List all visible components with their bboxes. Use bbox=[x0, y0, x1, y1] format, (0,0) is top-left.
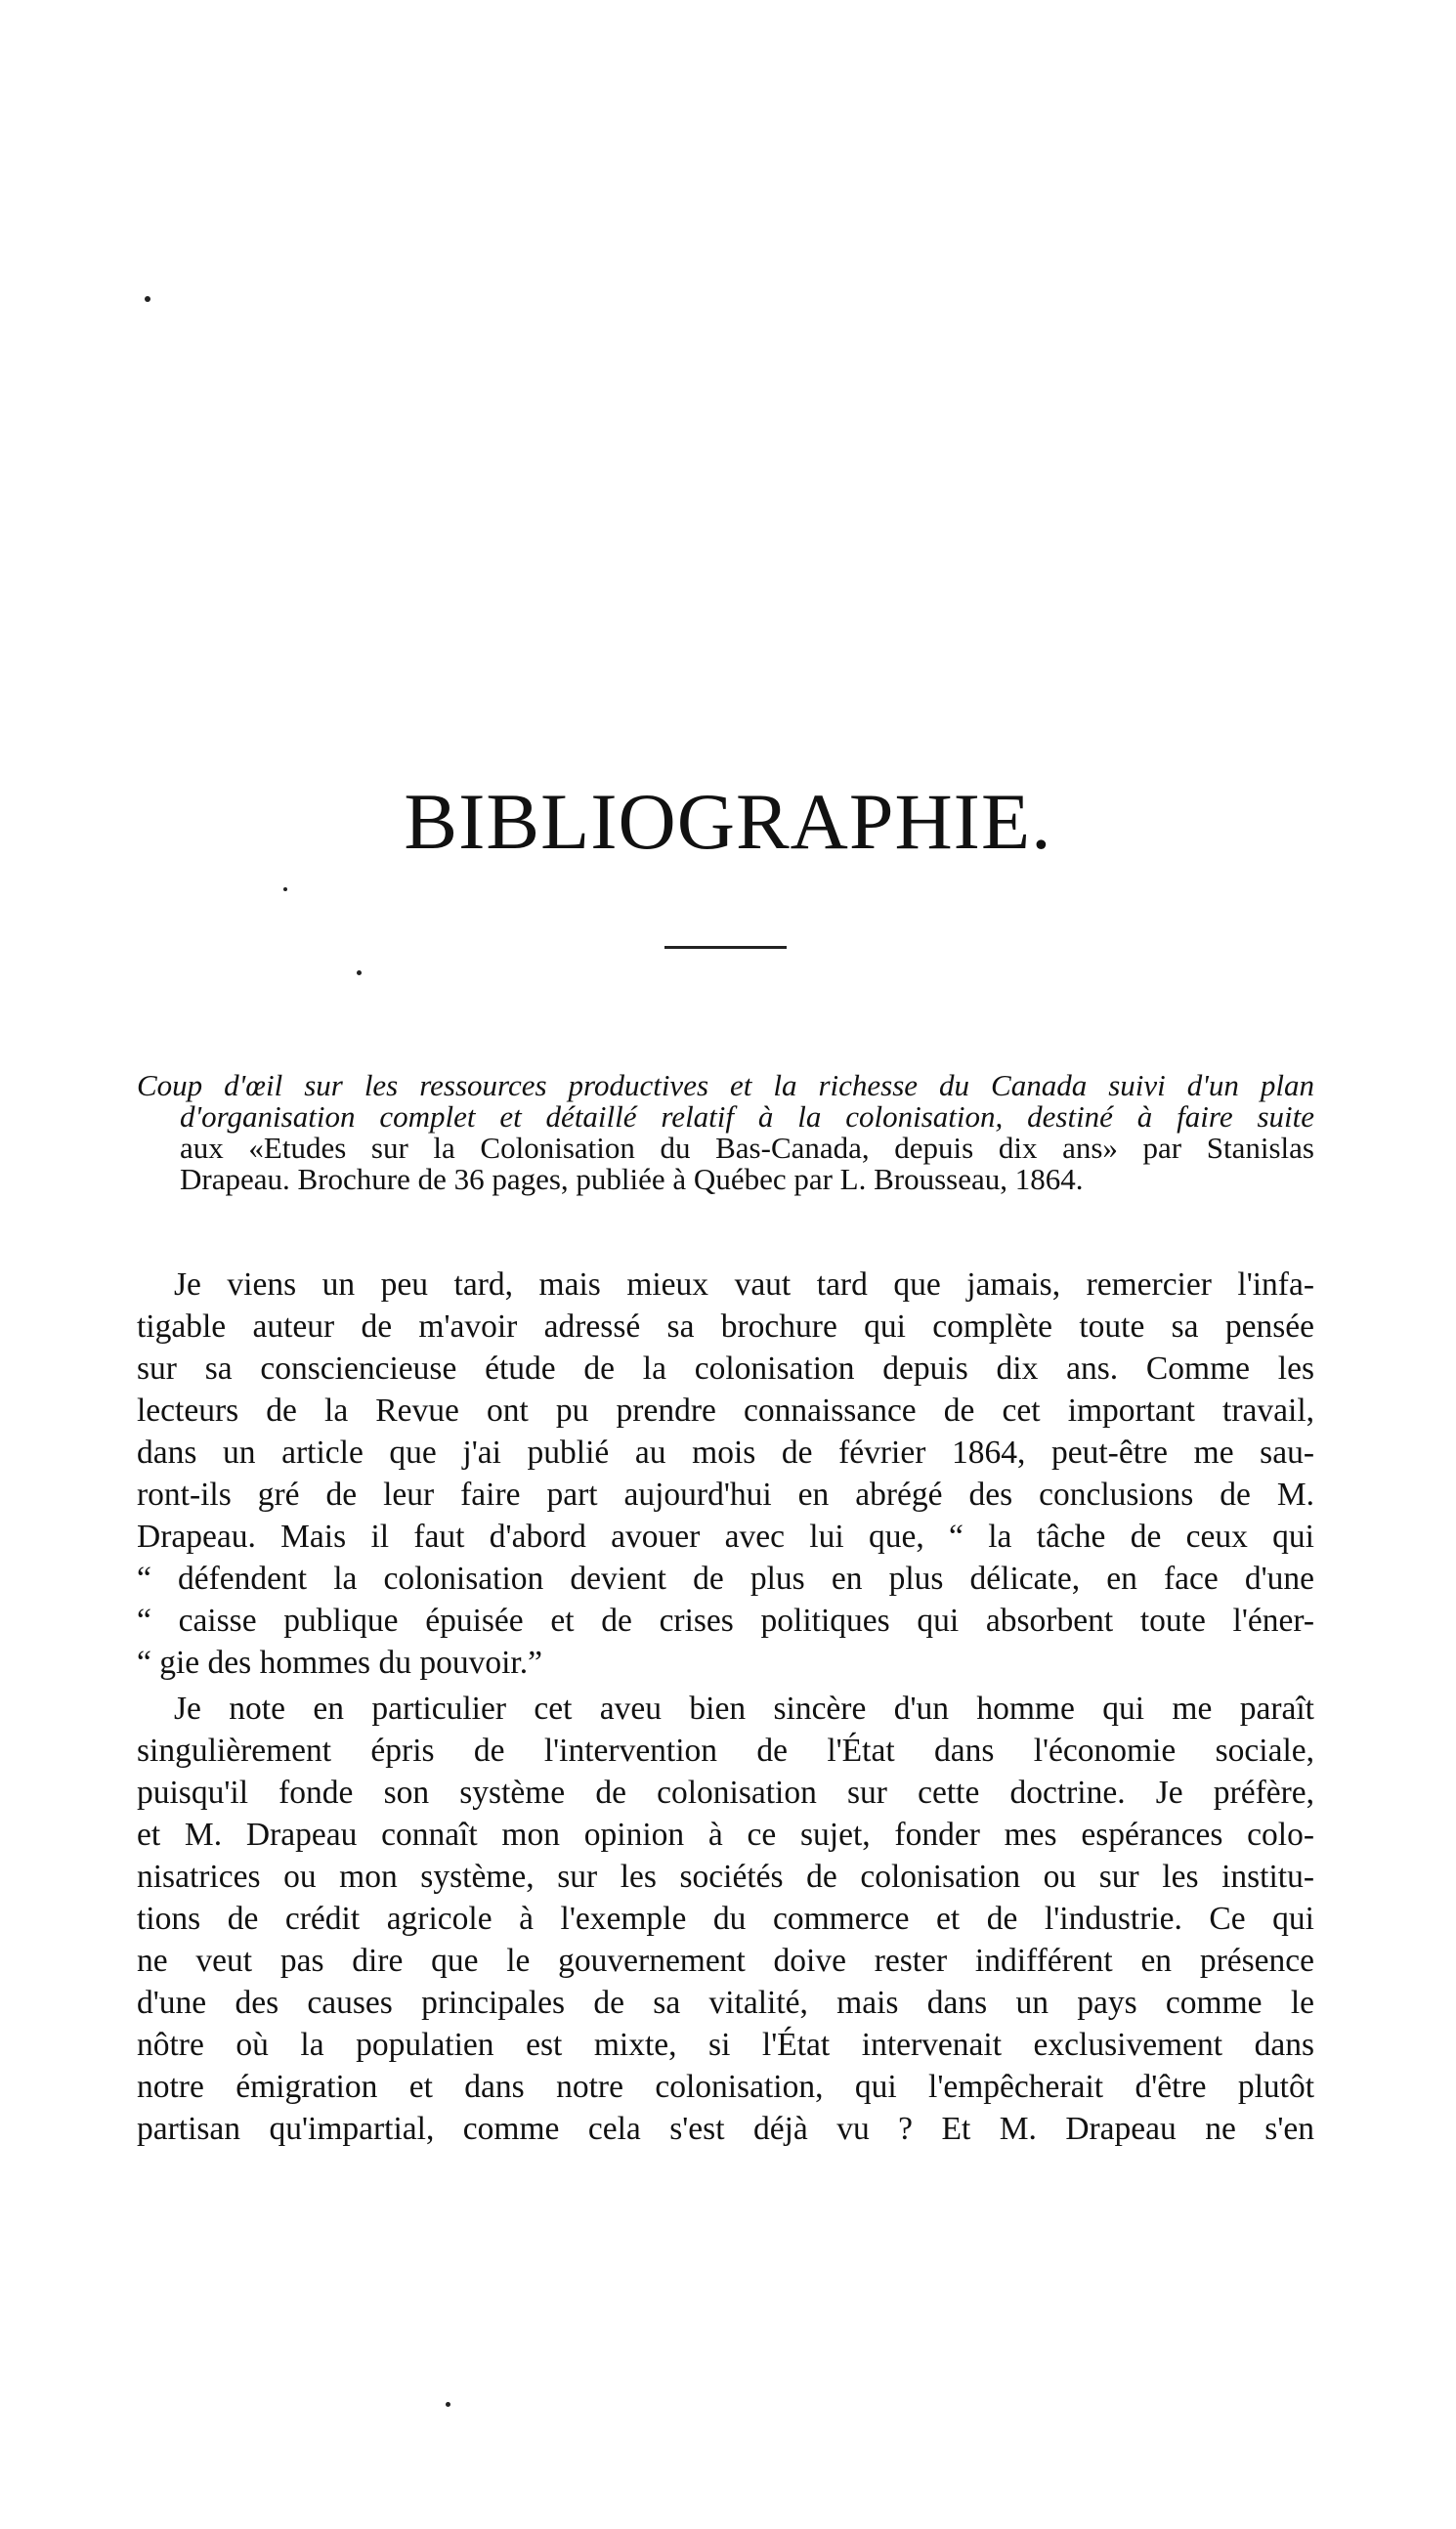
text-line: nôtre où la populatien est mixte, si l'État intervenait exclusivement dans bbox=[137, 2027, 1314, 2063]
bibliographic-citation bbox=[137, 1070, 1314, 1195]
citation-line: Coup d'œil sur les ressources productives et la richesse du Canada suivi d'un plan bbox=[137, 1068, 1314, 1102]
text-line: d'une des causes principales de sa vitalité, mais dans un pays comme le bbox=[137, 1985, 1314, 2021]
article-body bbox=[137, 1264, 1314, 2154]
text-line: “ gie des hommes du pouvoir.” bbox=[137, 1645, 542, 1681]
citation-line: Drapeau. Brochure de 36 pages, publiée à Québec par L. Brousseau, 1864. bbox=[180, 1162, 1084, 1196]
text-line: tions de crédit agricole à l'exemple du commerce et de l'industrie. Ce qui bbox=[137, 1901, 1314, 1937]
text-line: puisqu'il fonde son système de colonisation sur cette doctrine. Je préfère, bbox=[137, 1775, 1314, 1811]
text-line: “ caisse publique épuisée et de crises politiques qui absorbent toute l'éner- bbox=[137, 1603, 1314, 1639]
text-line: dans un article que j'ai publié au mois de février 1864, peut-être me sau- bbox=[137, 1435, 1314, 1471]
text-line: “ défendent la colonisation devient de plus en plus délicate, en face d'une bbox=[137, 1561, 1314, 1597]
scan-speck bbox=[357, 970, 362, 975]
text-line: singulièrement épris de l'intervention de l'État dans l'économie sociale, bbox=[137, 1733, 1314, 1769]
text-line: nisatrices ou mon système, sur les sociétés de colonisation ou sur les institu- bbox=[137, 1859, 1314, 1895]
scan-speck bbox=[446, 2402, 450, 2407]
text-line: sur sa consciencieuse étude de la colonisation depuis dix ans. Comme les bbox=[137, 1350, 1314, 1387]
text-line: Je note en particulier cet aveu bien sincère d'un homme qui me paraît bbox=[174, 1691, 1314, 1727]
citation-line: aux «Etudes sur la Colonisation du Bas-Canada, depuis dix ans» par Stanislas bbox=[180, 1131, 1314, 1165]
paragraph bbox=[137, 1688, 1314, 2150]
paragraph bbox=[137, 1264, 1314, 1684]
text-line: lecteurs de la Revue ont pu prendre connaissance de cet important travail, bbox=[137, 1393, 1314, 1429]
page-title: BIBLIOGRAPHIE. bbox=[404, 776, 1052, 866]
text-line: tigable auteur de m'avoir adressé sa brochure qui complète toute sa pensée bbox=[137, 1308, 1314, 1345]
text-line: Drapeau. Mais il faut d'abord avouer avec lui que, “ la tâche de ceux qui bbox=[137, 1519, 1314, 1555]
title-divider bbox=[664, 946, 787, 949]
text-line: ne veut pas dire que le gouvernement doive rester indifférent en présence bbox=[137, 1943, 1314, 1979]
text-line: notre émigration et dans notre colonisation, qui l'empêcherait d'être plutôt bbox=[137, 2069, 1314, 2105]
scan-speck bbox=[145, 296, 150, 302]
text-line: Je viens un peu tard, mais mieux vaut tard que jamais, remercier l'infa- bbox=[174, 1266, 1314, 1303]
text-line: et M. Drapeau connaît mon opinion à ce sujet, fonder mes espérances colo- bbox=[137, 1817, 1314, 1853]
citation-line: d'organisation complet et détaillé relatif à la colonisation, destiné à faire suite bbox=[180, 1099, 1314, 1134]
text-line: partisan qu'impartial, comme cela s'est déjà vu ? Et M. Drapeau ne s'en bbox=[137, 2111, 1314, 2147]
text-line: ront-ils gré de leur faire part aujourd'hui en abrégé des conclusions de M. bbox=[137, 1477, 1314, 1513]
scan-speck bbox=[283, 887, 287, 891]
